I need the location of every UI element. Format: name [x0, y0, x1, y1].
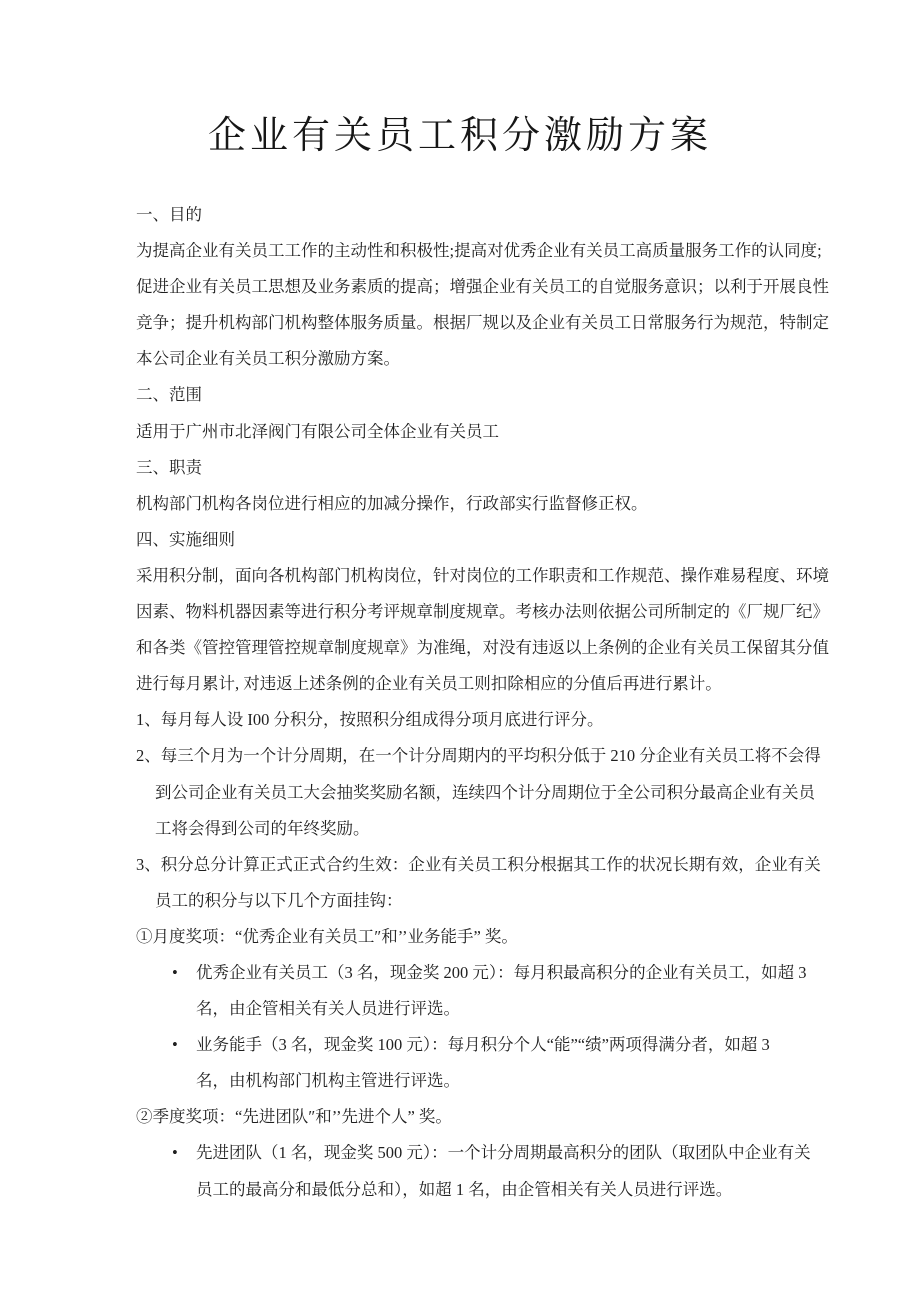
bullet-item-text: 优秀企业有关员工（3 名，现金奖 200 元）：每月积最高积分的企业有关员工，如超 3: [196, 962, 807, 982]
section-heading: 三、职责: [136, 457, 202, 477]
numbered-item-line: 员工的积分与以下几个方面挂钩：: [155, 890, 403, 910]
bullet-icon: •: [172, 1143, 178, 1163]
bullet-item-line: [136, 1135, 828, 1171]
bullet-item-line: [136, 955, 828, 991]
paragraph-line: 竞争；提升机构部门机构整体服务质量。根据厂规以及企业有关员工日常服务行为规范，特制定: [136, 313, 829, 333]
paragraph-line: 本公司企业有关员工积分激励方案。: [136, 349, 400, 369]
bullet-icon: •: [172, 1035, 178, 1055]
paragraph-line: 促进企业有关员工思想及业务素质的提高；增强企业有关员工的自觉服务意识；以利于开展良性: [136, 277, 829, 297]
numbered-item-line: 3、积分总分计算正式正式合约生效：企业有关员工积分根据其工作的状况长期有效，企业有关: [136, 854, 821, 874]
paragraph-line: 因素、物料机器因素等进行积分考评规章制度规章。考核办法则依据公司所制定的《厂规厂纪》: [136, 602, 829, 622]
paragraph-line: 进行每月累计, 对违返上述条例的企业有关员工则扣除相应的分值后再进行累计。: [136, 674, 722, 694]
bullet-item-line: 员工的最高分和最低分总和），如超 1 名，由企管相关有关人员进行评选。: [196, 1179, 733, 1199]
paragraph-line: 采用积分制，面向各机构部门机构岗位，针对岗位的工作职责和工作规范、操作难易程度、环境: [136, 565, 829, 585]
section-heading: 四、实施细则: [136, 529, 235, 549]
paragraph-line: ①月度奖项：“优秀企业有关员工″和’’业务能手” 奖。: [136, 926, 518, 946]
numbered-item-line: 2、每三个月为一个计分周期，在一个计分周期内的平均积分低于 210 分企业有关员工将不会得: [136, 746, 821, 766]
bullet-icon: •: [172, 962, 178, 982]
paragraph-line: 为提高企业有关员工工作的主动性和积极性;提高对优秀企业有关员工高质量服务工作的认同度;: [136, 241, 822, 261]
numbered-item-line: 工将会得到公司的年终奖励。: [155, 818, 370, 838]
bullet-item-line: 名，由机构部门机构主管进行评选。: [196, 1071, 460, 1091]
section-heading: 二、范围: [136, 385, 202, 405]
bullet-item-line: [136, 1027, 828, 1063]
section-heading: 一、目的: [136, 205, 202, 224]
paragraph-line: 适用于广州市北泽阀门有限公司全体企业有关员工: [136, 421, 499, 441]
paragraph-line: ②季度奖项：“先进团队″和’’先进个人” 奖。: [136, 1107, 452, 1127]
paragraph-line: 和各类《管控管理管控规章制度规章》为准绳，对没有违返以上条例的企业有关员工保留其分值: [136, 638, 829, 658]
bullet-item-line: 名，由企管相关有关人员进行评选。: [196, 999, 460, 1019]
numbered-item-line: 到公司企业有关员工大会抽奖奖励名额，连续四个计分周期位于全公司积分最高企业有关员: [155, 782, 815, 802]
document-body: [136, 197, 828, 1208]
bullet-item-text: 业务能手（3 名，现金奖 100 元）：每月积分个人“能”“绩”两项得满分者，如超 3: [196, 1035, 770, 1055]
numbered-item-line: 1、每月每人设 I00 分积分，按照积分组成得分项月底进行评分。: [136, 710, 604, 730]
bullet-item-text: 先进团队（1 名，现金奖 500 元）：一个计分周期最高积分的团队（取团队中企业有关: [196, 1143, 811, 1163]
document-title: 企业有关员工积分激励方案: [207, 115, 712, 157]
paragraph-line: 机构部门机构各岗位进行相应的加减分操作，行政部实行监督修正权。: [136, 493, 648, 513]
